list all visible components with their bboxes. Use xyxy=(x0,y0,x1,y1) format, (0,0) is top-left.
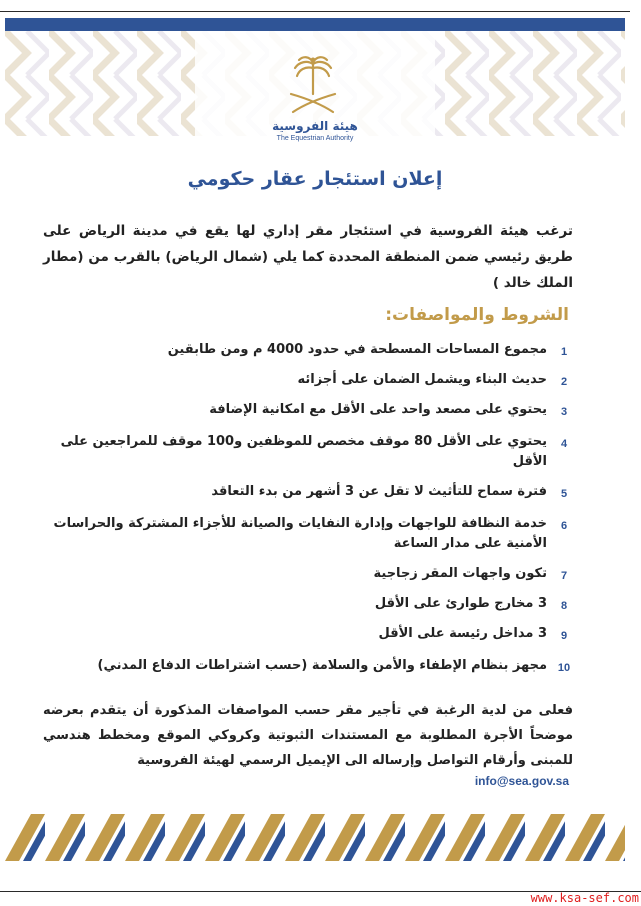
term-text: مجموع المساحات المسطحة في حدود 4000 م ومن طابقين xyxy=(167,342,547,357)
document-top-bar xyxy=(5,18,625,31)
announcement-document xyxy=(5,18,625,861)
list-item xyxy=(43,564,573,584)
list-item xyxy=(43,400,573,420)
term-text: يحتوي على الأقل 80 موقف مخصص للموظفين و100 موقف للمراجعين على الأقل xyxy=(60,434,547,469)
term-number: 3 xyxy=(560,406,568,418)
intro-paragraph: ترغب هيئة الفروسية في استئجار مقر إداري لها يقع في مدينة الرياض على طريق رئيسي ضمن المنطقة المحددة كما يلي (شمال الرياض) بالقرب من (مطار الملك خالد ) xyxy=(43,223,573,291)
palm-and-crossed-swords-emblem xyxy=(285,54,341,120)
list-item xyxy=(43,432,573,472)
term-number: 10 xyxy=(557,662,571,674)
term-text: فترة سماح للتأثيث لا تقل عن 3 أشهر من بدء التعاقد xyxy=(211,484,547,499)
list-item xyxy=(43,514,573,554)
list-item xyxy=(43,340,573,360)
list-item xyxy=(43,624,573,644)
term-number: 4 xyxy=(560,438,568,450)
announcement-title: إعلان استئجار عقار حكومي xyxy=(187,168,443,190)
term-number: 5 xyxy=(560,488,568,500)
term-text: 3 مخارج طوارئ على الأقل xyxy=(374,596,547,611)
term-number: 2 xyxy=(560,376,568,388)
term-text: تكون واجهات المقر زجاجية xyxy=(373,566,547,581)
term-number: 8 xyxy=(560,600,568,612)
closing-paragraph: فعلى من لدية الرغبة في تأجير مقر حسب المواصفات المذكورة أن يتقدم بعرضه موضحاً الأجرة المطلوبة مع المستندات الثبوتية وكروكي الموقع ومخطط هندسي للمبنى وأرقام التواصل وإرساله الى الإيميل الرسمي لهيئة الفروسية xyxy=(43,703,573,768)
list-item xyxy=(43,594,573,614)
term-number: 9 xyxy=(560,630,568,642)
term-text: 3 مداخل رئيسة على الأقل xyxy=(378,626,547,641)
term-number: 6 xyxy=(560,520,568,532)
terms-heading: الشروط والمواصفات: xyxy=(385,305,569,325)
term-text: حديث البناء ويشمل الضمان على أجزائه xyxy=(297,372,547,387)
top-divider xyxy=(0,11,630,12)
term-number: 1 xyxy=(560,346,568,358)
organization-name-english: The Equestrian Authority xyxy=(276,135,354,142)
term-text: مجهز بنظام الإطفاء والأمن والسلامة (حسب اشتراطات الدفاع المدني) xyxy=(97,658,547,673)
organization-name-arabic: هيئة الفروسية xyxy=(272,119,358,133)
list-item xyxy=(43,656,573,676)
term-text: خدمة النظافة للواجهات وإدارة النفايات والصيانة للأجزاء المشتركة والحراسات الأمنية على مدار الساعة xyxy=(53,516,547,551)
decorative-pattern-bottom xyxy=(5,814,625,861)
site-watermark: www.ksa-sef.com xyxy=(530,891,639,905)
term-number: 7 xyxy=(560,570,568,582)
list-item xyxy=(43,482,573,502)
term-text: يحتوي على مصعد واحد على الأقل مع امكانية الإضافة xyxy=(209,402,547,417)
list-item xyxy=(43,370,573,390)
contact-email: info@sea.gov.sa xyxy=(474,774,569,788)
